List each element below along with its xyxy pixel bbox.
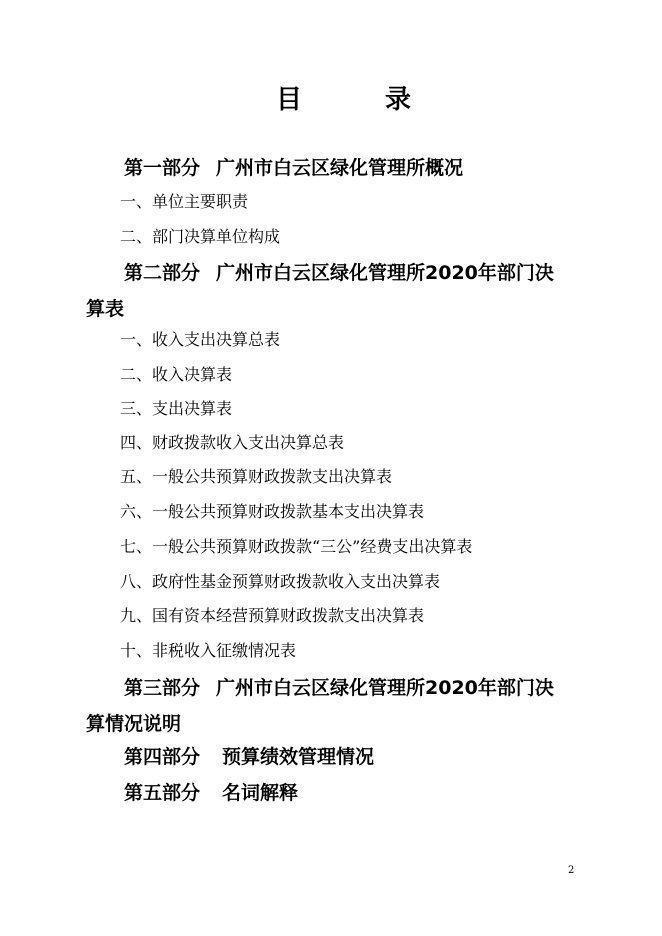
part-1-heading — [124, 150, 463, 186]
part-2-label: 第二部分 — [124, 262, 201, 284]
part-2-heading-continued: 算表 — [86, 298, 125, 320]
part-5-label: 第五部分 — [124, 782, 201, 804]
part-3-heading-continued: 算情况说明 — [86, 713, 182, 735]
part-3-title: 广州市白云区绿化管理所2020年部门决 — [216, 677, 554, 699]
part-1-label: 第一部分 — [124, 157, 201, 179]
toc-item[interactable]: 十、非税收入征缴情况表 — [120, 641, 297, 660]
toc-title-char-1: 目 — [276, 85, 303, 115]
toc-item[interactable]: 六、一般公共预算财政拨款基本支出决算表 — [120, 502, 425, 521]
toc-item[interactable]: 一、收入支出决算总表 — [120, 330, 281, 349]
part-3-heading — [124, 670, 554, 706]
part-4-title: 预算绩效管理情况 — [222, 746, 375, 768]
toc-item[interactable]: 九、国有资本经营预算财政拨款支出决算表 — [120, 606, 425, 625]
part-5-heading — [124, 775, 298, 811]
toc-title — [0, 80, 662, 120]
part-4-heading — [124, 739, 374, 775]
toc-item[interactable]: 三、支出决算表 — [120, 399, 233, 418]
part-2-heading — [124, 255, 554, 291]
page-number: 2 — [568, 865, 575, 876]
toc-item[interactable]: 一、单位主要职责 — [120, 192, 249, 211]
part-4-label: 第四部分 — [124, 746, 201, 768]
toc-item[interactable]: 二、收入决算表 — [120, 365, 233, 384]
part-2-title: 广州市白云区绿化管理所2020年部门决 — [216, 262, 554, 284]
toc-item[interactable]: 七、一般公共预算财政拨款“三公”经费支出决算表 — [120, 537, 473, 556]
toc-item[interactable]: 八、政府性基金预算财政拨款收入支出决算表 — [120, 572, 441, 591]
toc-title-char-2: 录 — [385, 85, 412, 115]
part-3-label: 第三部分 — [124, 677, 201, 699]
part-1-title: 广州市白云区绿化管理所概况 — [216, 157, 464, 179]
part-5-title: 名词解释 — [222, 782, 299, 804]
toc-item[interactable]: 五、一般公共预算财政拨款支出决算表 — [120, 467, 393, 486]
toc-item[interactable]: 四、财政拨款收入支出决算总表 — [120, 433, 345, 452]
toc-item[interactable]: 二、部门决算单位构成 — [120, 227, 281, 246]
